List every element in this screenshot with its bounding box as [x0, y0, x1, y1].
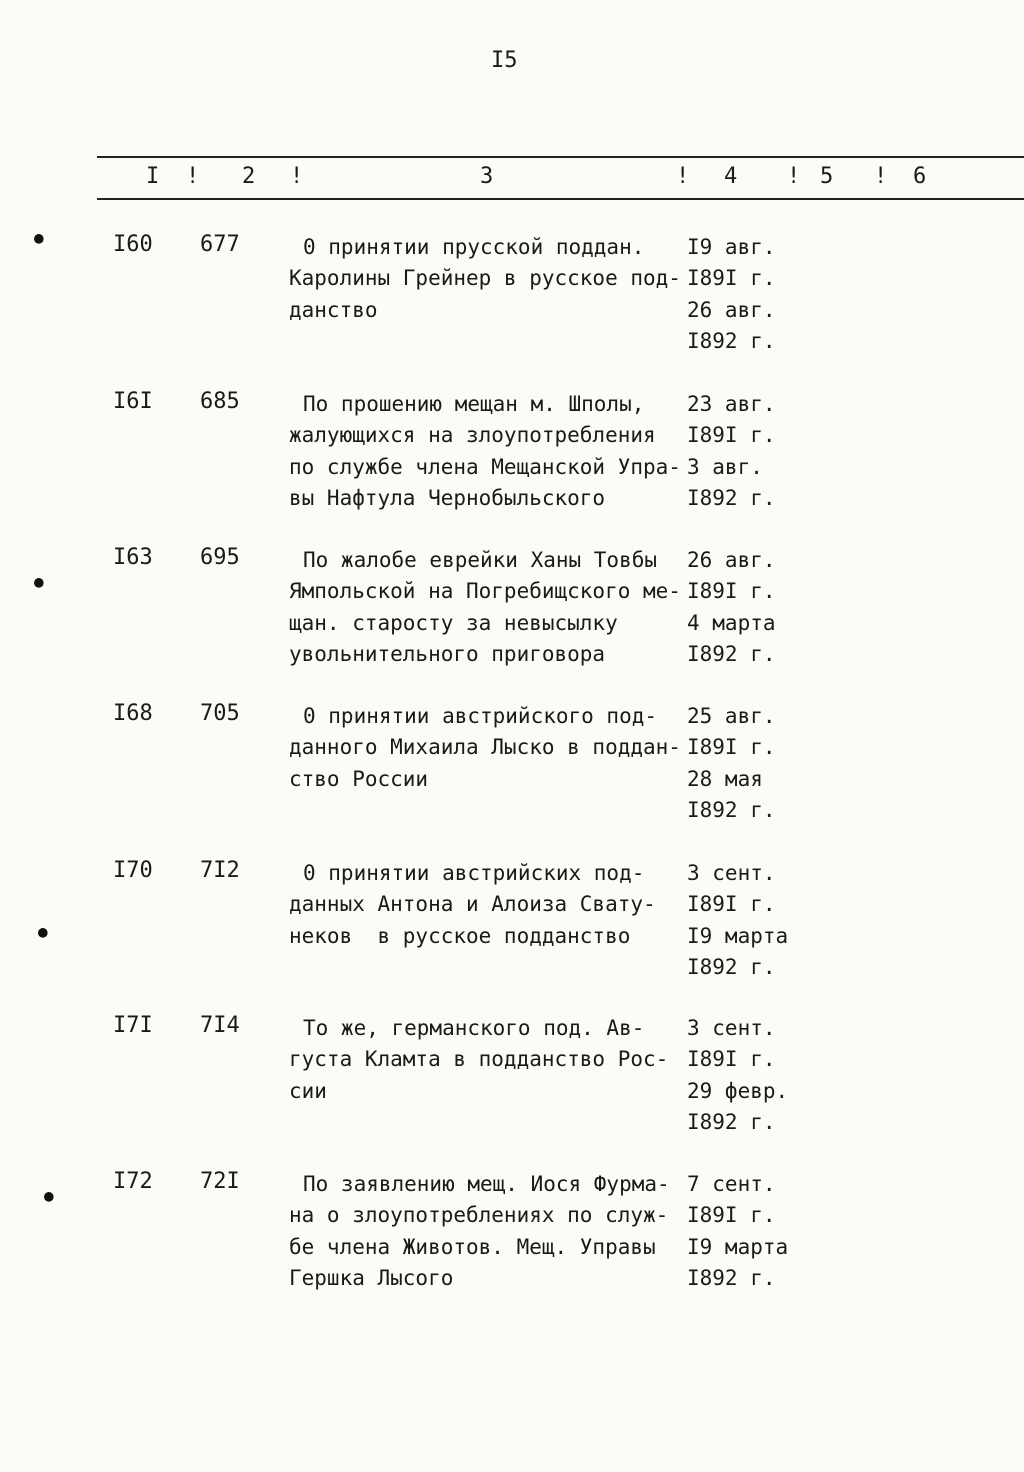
record-row: [0, 545, 1024, 675]
file-number: 7I4: [200, 1013, 240, 1038]
record-number: I68: [113, 701, 153, 726]
record-number: I6I: [113, 389, 153, 414]
record-title: По заявлению мещ. Иося Фурма- на о злоупотреблениях по служ- бе члена Животов. Мещ. Управы Гершка Лысого: [289, 1172, 670, 1290]
record-row: [0, 858, 1024, 988]
record-dates: I9 авг. I89I г. 26 авг. I892 г.: [687, 235, 776, 353]
record-dates: 25 авг. I89I г. 28 мая I892 г.: [687, 704, 776, 822]
punch-hole-mark: ●: [34, 572, 44, 591]
column-header-5: 5: [820, 164, 834, 189]
header-rule-top: [97, 156, 1024, 158]
record-title: 0 принятии прусской поддан. Каролины Грейнер в русское под- данство: [289, 235, 681, 322]
column-header-4: 4: [724, 164, 738, 189]
punch-hole-mark: ●: [44, 1186, 54, 1205]
record-dates: 23 авг. I89I г. 3 авг. I892 г.: [687, 392, 776, 510]
record-row: [0, 1013, 1024, 1143]
column-header-3: 3: [480, 164, 494, 189]
record-dates: 3 сент. I89I г. 29 февр. I892 г.: [687, 1016, 789, 1134]
column-separator: !: [787, 164, 801, 189]
record-number: I72: [113, 1169, 153, 1194]
record-title: По жалобе еврейки Ханы Товбы Ямпольской на Погребищского ме- щан. старосту за невысылку увольнительного приговора: [289, 548, 681, 666]
column-separator: !: [290, 164, 304, 189]
file-number: 7I2: [200, 858, 240, 883]
header-rule-bottom: [97, 198, 1024, 200]
record-title: 0 принятии австрийского под- данного Михаила Лыско в поддан- ство России: [289, 704, 681, 791]
record-row: [0, 232, 1024, 362]
file-number: 705: [200, 701, 240, 726]
file-number: 695: [200, 545, 240, 570]
record-title: 0 принятии австрийских под- данных Антона и Алоиза Свату- неков в русское подданство: [289, 861, 656, 948]
record-dates: 26 авг. I89I г. 4 марта I892 г.: [687, 548, 776, 666]
column-separator: !: [186, 164, 200, 189]
column-header-1: I: [146, 164, 160, 189]
page-number: I5: [491, 48, 518, 73]
column-separator: !: [874, 164, 888, 189]
column-separator: !: [676, 164, 690, 189]
column-header-2: 2: [242, 164, 256, 189]
record-title: По прошению мещан м. Шполы, жалующихся на злоупотребления по службе члена Мещанской Упра- вы Нафтула Чернобыльского: [289, 392, 681, 510]
file-number: 72I: [200, 1169, 240, 1194]
punch-hole-mark: ●: [34, 228, 44, 247]
column-header-6: 6: [913, 164, 927, 189]
file-number: 677: [200, 232, 240, 257]
record-row: [0, 701, 1024, 831]
record-dates: 3 сент. I89I г. I9 марта I892 г.: [687, 861, 789, 979]
record-number: I60: [113, 232, 153, 257]
record-row: [0, 389, 1024, 519]
record-dates: 7 сент. I89I г. I9 марта I892 г.: [687, 1172, 789, 1290]
record-title: То же, германского под. Ав- густа Кламта в подданство Рос- сии: [289, 1016, 669, 1103]
record-row: [0, 1169, 1024, 1299]
record-number: I63: [113, 545, 153, 570]
record-number: I70: [113, 858, 153, 883]
record-number: I7I: [113, 1013, 153, 1038]
punch-hole-mark: ●: [38, 922, 48, 941]
file-number: 685: [200, 389, 240, 414]
